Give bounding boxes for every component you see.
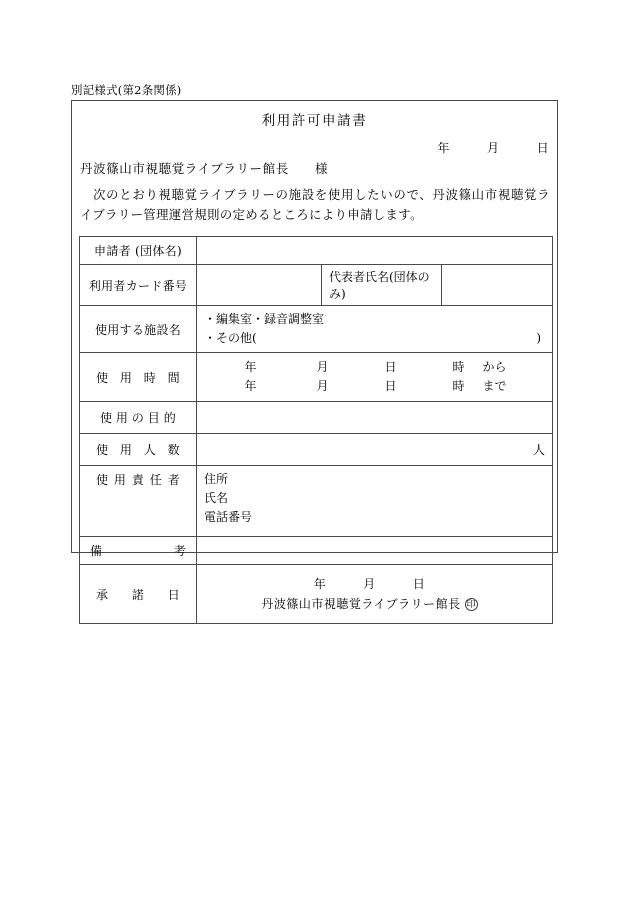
card-number-input[interactable] <box>197 265 322 306</box>
responsible-name-field[interactable]: 氏名 <box>204 491 229 505</box>
label-char: 的 <box>163 411 176 425</box>
responsible-person-label-text <box>86 471 190 488</box>
responsible-phone-field[interactable]: 電話番号 <box>204 510 253 524</box>
label-char: 用 <box>115 411 129 425</box>
label-char: 数 <box>167 443 180 457</box>
form-code-label: 別記様式(第2条関係) <box>71 83 182 97</box>
use-time-start-row[interactable] <box>204 358 545 377</box>
purpose-label <box>80 402 197 434</box>
label-char: 用 <box>113 473 127 487</box>
remarks-label-text <box>86 542 190 559</box>
hour-unit: 時 <box>452 360 465 374</box>
label-char: 諾 <box>131 587 145 602</box>
day-unit: 日 <box>384 360 397 374</box>
applicant-label: 申請者 (団体名) <box>80 237 197 265</box>
purpose-input[interactable] <box>197 402 553 434</box>
card-number-label: 利用者カード番号 <box>80 265 197 306</box>
seal-stamp-icon: 印 <box>466 600 476 610</box>
representative-input[interactable] <box>442 265 553 306</box>
label-char: 用 <box>119 443 133 457</box>
table-row <box>80 565 553 624</box>
facility-other-prefix: ・その他( <box>204 331 257 345</box>
until-suffix: まで <box>482 379 507 393</box>
approval-date-line[interactable]: 年 月 日 <box>313 577 426 591</box>
approval-date-label <box>80 565 197 624</box>
facility-label: 使用する施設名 <box>80 306 197 353</box>
people-count-label <box>80 434 197 466</box>
remarks-input[interactable] <box>197 537 553 565</box>
label-char: の <box>131 411 145 425</box>
table-row <box>80 466 553 537</box>
approval-block <box>197 565 553 624</box>
people-count-label-text <box>86 441 190 458</box>
label-char: 責 <box>131 473 145 487</box>
application-table <box>79 236 553 624</box>
table-row <box>80 353 553 402</box>
facility-option-other[interactable] <box>204 329 545 348</box>
table-row <box>80 237 553 265</box>
responsible-address-field[interactable]: 住所 <box>204 472 229 486</box>
approval-signer-name: 丹波篠山市視聴覚ライブラリー館長 <box>261 597 461 611</box>
body-paragraph: 次のとおり視聴覚ライブラリーの施設を使用したいので、丹波篠山市視聴覚ライブラリー管理運営規則の定めるところにより申請します。 <box>80 188 550 222</box>
people-count-unit: 人 <box>532 443 545 457</box>
from-suffix: から <box>482 360 507 374</box>
people-count-input[interactable] <box>197 434 553 466</box>
table-row <box>80 434 553 466</box>
table-row <box>80 265 553 306</box>
approval-date-label-text <box>86 586 190 603</box>
label-char: 時 <box>143 370 157 385</box>
responsible-person-fields <box>197 466 553 537</box>
label-char: 備 <box>90 544 103 558</box>
label-char: 用 <box>119 370 133 385</box>
label-char: 使 <box>100 411 113 425</box>
representative-label: 代表者氏名(団体のみ) <box>322 265 442 306</box>
approval-signer-line <box>204 594 535 614</box>
use-time-end-row[interactable] <box>204 377 545 396</box>
approval-content <box>204 574 545 614</box>
label-char: 人 <box>143 443 157 457</box>
month-unit: 月 <box>316 379 329 393</box>
table-row <box>80 537 553 565</box>
facility-other-suffix: ) <box>536 331 541 345</box>
remarks-label <box>80 537 197 565</box>
year-unit: 年 <box>244 360 257 374</box>
table-row <box>80 306 553 353</box>
label-char: 日 <box>167 587 180 602</box>
label-char: 目 <box>147 411 161 425</box>
day-unit: 日 <box>384 379 397 393</box>
label-char: 任 <box>149 473 163 487</box>
page-title: 利用許可申請書 <box>261 113 368 129</box>
year-unit: 年 <box>244 379 257 393</box>
use-time-label-text <box>86 369 190 386</box>
label-char: 考 <box>173 544 186 558</box>
use-time-fields <box>197 353 553 402</box>
use-time-end <box>245 377 523 396</box>
applicant-input[interactable] <box>197 237 553 265</box>
hour-unit: 時 <box>452 379 465 393</box>
facility-option-rooms[interactable]: ・編集室・録音調整室 <box>204 312 325 326</box>
label-char: 使 <box>96 370 109 385</box>
label-char: 承 <box>96 587 109 602</box>
label-char: 使 <box>96 473 109 487</box>
facility-options <box>197 306 553 353</box>
use-time-start <box>245 358 523 377</box>
responsible-person-label <box>80 466 197 537</box>
addressee-line: 丹波篠山市視聴覚ライブラリー館長 様 <box>80 161 329 176</box>
use-time-label <box>80 353 197 402</box>
application-form-frame <box>71 100 558 611</box>
label-char: 間 <box>167 370 180 385</box>
form-inner <box>72 101 557 611</box>
month-unit: 月 <box>316 360 329 374</box>
table-row <box>80 402 553 434</box>
submission-date-line: 年 月 日 <box>437 141 549 155</box>
purpose-label-text <box>86 409 190 426</box>
label-char: 使 <box>96 443 109 457</box>
label-char: 者 <box>167 473 180 487</box>
